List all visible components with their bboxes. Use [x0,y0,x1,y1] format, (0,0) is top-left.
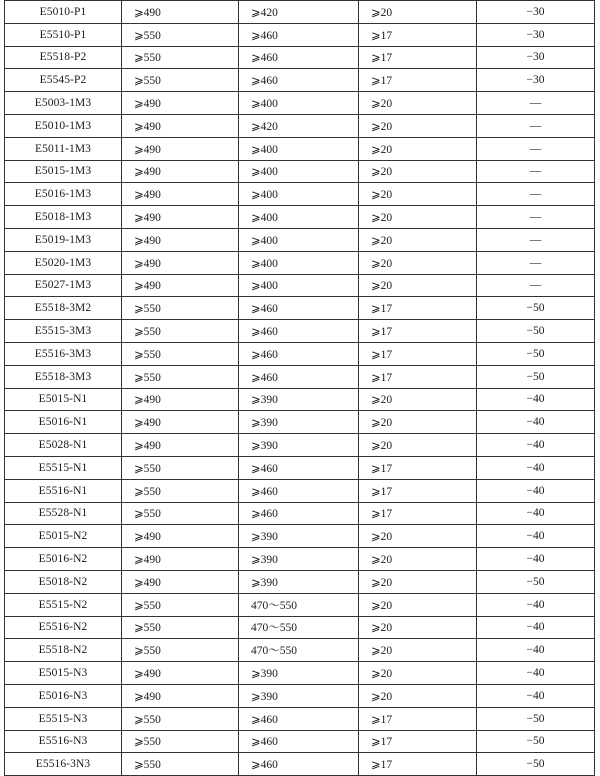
cell-elongation: ⩾20 [359,183,477,206]
cell-yield-strength: 470～550 [239,639,359,662]
cell-elongation: ⩾17 [359,730,477,753]
cell-elongation: ⩾20 [359,388,477,411]
cell-grade: E5019-1M3 [5,228,122,251]
cell-yield-strength: ⩾460 [239,320,359,343]
cell-impact-temperature: −40 [477,593,595,616]
cell-grade: E5027-1M3 [5,274,122,297]
cell-yield-strength: ⩾400 [239,183,359,206]
cell-impact-temperature: — [477,137,595,160]
table-row [5,228,595,251]
cell-tensile-strength: ⩾550 [122,23,239,46]
cell-tensile-strength: ⩾550 [122,593,239,616]
cell-tensile-strength: ⩾550 [122,69,239,92]
table-row [5,434,595,457]
cell-grade: E5010-1M3 [5,114,122,137]
table-row [5,183,595,206]
table-row [5,297,595,320]
table-row [5,479,595,502]
cell-yield-strength: ⩾390 [239,434,359,457]
cell-grade: E5515-N1 [5,456,122,479]
cell-impact-temperature: −50 [477,570,595,593]
cell-grade: E5515-3M3 [5,320,122,343]
cell-tensile-strength: ⩾490 [122,274,239,297]
cell-impact-temperature: −40 [477,456,595,479]
cell-grade: E5018-1M3 [5,206,122,229]
cell-grade: E5515-N3 [5,707,122,730]
cell-impact-temperature: — [477,274,595,297]
cell-impact-temperature: −30 [477,23,595,46]
cell-impact-temperature: −30 [477,1,595,24]
cell-tensile-strength: ⩾490 [122,684,239,707]
table-row [5,639,595,662]
cell-tensile-strength: ⩾490 [122,411,239,434]
cell-grade: E5016-1M3 [5,183,122,206]
table-row [5,342,595,365]
cell-grade: E5516-N1 [5,479,122,502]
cell-grade: E5528-N1 [5,502,122,525]
table-row [5,456,595,479]
cell-impact-temperature: −40 [477,525,595,548]
cell-grade: E5516-N3 [5,730,122,753]
cell-yield-strength: 470～550 [239,616,359,639]
cell-impact-temperature: −40 [477,388,595,411]
table-row [5,206,595,229]
table-row [5,160,595,183]
cell-elongation: ⩾17 [359,502,477,525]
table-row [5,662,595,685]
cell-grade: E5515-N2 [5,593,122,616]
cell-impact-temperature: −40 [477,616,595,639]
cell-impact-temperature: −50 [477,320,595,343]
cell-impact-temperature: −40 [477,548,595,571]
cell-yield-strength: ⩾390 [239,411,359,434]
cell-yield-strength: ⩾400 [239,251,359,274]
cell-yield-strength: 470～550 [239,593,359,616]
cell-tensile-strength: ⩾490 [122,570,239,593]
cell-elongation: ⩾20 [359,114,477,137]
cell-yield-strength: ⩾400 [239,228,359,251]
cell-tensile-strength: ⩾550 [122,616,239,639]
cell-elongation: ⩾20 [359,548,477,571]
cell-impact-temperature: −50 [477,707,595,730]
cell-yield-strength: ⩾460 [239,456,359,479]
table-row [5,69,595,92]
cell-impact-temperature: — [477,114,595,137]
table-row [5,525,595,548]
cell-tensile-strength: ⩾490 [122,434,239,457]
cell-elongation: ⩾20 [359,593,477,616]
cell-grade: E5518-3M2 [5,297,122,320]
cell-impact-temperature: −30 [477,69,595,92]
cell-yield-strength: ⩾400 [239,137,359,160]
cell-elongation: ⩾17 [359,69,477,92]
cell-elongation: ⩾20 [359,274,477,297]
cell-yield-strength: ⩾460 [239,479,359,502]
table-row [5,707,595,730]
table-row [5,92,595,115]
table-row [5,365,595,388]
cell-yield-strength: ⩾400 [239,274,359,297]
table-row [5,388,595,411]
cell-impact-temperature: — [477,251,595,274]
cell-tensile-strength: ⩾490 [122,183,239,206]
cell-elongation: ⩾20 [359,92,477,115]
cell-elongation: ⩾20 [359,525,477,548]
cell-elongation: ⩾17 [359,46,477,69]
cell-impact-temperature: −40 [477,662,595,685]
cell-tensile-strength: ⩾490 [122,1,239,24]
cell-tensile-strength: ⩾490 [122,548,239,571]
cell-tensile-strength: ⩾550 [122,730,239,753]
cell-tensile-strength: ⩾490 [122,206,239,229]
table-row [5,251,595,274]
cell-elongation: ⩾20 [359,434,477,457]
cell-grade: E5020-1M3 [5,251,122,274]
cell-grade: E5015-N2 [5,525,122,548]
cell-yield-strength: ⩾390 [239,570,359,593]
table-body [5,1,595,776]
cell-grade: E5003-1M3 [5,92,122,115]
table-row [5,274,595,297]
cell-grade: E5028-N1 [5,434,122,457]
cell-yield-strength: ⩾390 [239,662,359,685]
cell-tensile-strength: ⩾490 [122,525,239,548]
cell-impact-temperature: — [477,183,595,206]
cell-impact-temperature: −50 [477,730,595,753]
cell-impact-temperature: — [477,92,595,115]
cell-elongation: ⩾20 [359,251,477,274]
table-row [5,684,595,707]
cell-elongation: ⩾20 [359,684,477,707]
cell-tensile-strength: ⩾550 [122,753,239,776]
cell-yield-strength: ⩾460 [239,753,359,776]
table-row [5,114,595,137]
cell-elongation: ⩾17 [359,365,477,388]
cell-tensile-strength: ⩾490 [122,251,239,274]
cell-tensile-strength: ⩾550 [122,502,239,525]
table-row [5,593,595,616]
cell-elongation: ⩾17 [359,320,477,343]
cell-elongation: ⩾20 [359,137,477,160]
cell-grade: E5015-1M3 [5,160,122,183]
cell-grade: E5516-N2 [5,616,122,639]
table-row [5,137,595,160]
cell-impact-temperature: −40 [477,479,595,502]
table-row [5,502,595,525]
cell-elongation: ⩾20 [359,616,477,639]
cell-tensile-strength: ⩾490 [122,137,239,160]
cell-grade: E5015-N1 [5,388,122,411]
cell-grade: E5015-N3 [5,662,122,685]
cell-yield-strength: ⩾460 [239,46,359,69]
cell-yield-strength: ⩾390 [239,388,359,411]
cell-grade: E5016-N2 [5,548,122,571]
cell-elongation: ⩾20 [359,228,477,251]
cell-yield-strength: ⩾460 [239,23,359,46]
cell-tensile-strength: ⩾550 [122,46,239,69]
cell-yield-strength: ⩾400 [239,160,359,183]
cell-elongation: ⩾17 [359,23,477,46]
cell-yield-strength: ⩾420 [239,1,359,24]
cell-tensile-strength: ⩾550 [122,456,239,479]
cell-yield-strength: ⩾400 [239,206,359,229]
cell-tensile-strength: ⩾490 [122,160,239,183]
cell-tensile-strength: ⩾490 [122,114,239,137]
table-row [5,411,595,434]
cell-impact-temperature: −50 [477,365,595,388]
cell-grade: E5518-3M3 [5,365,122,388]
table-row [5,570,595,593]
cell-impact-temperature: — [477,160,595,183]
cell-grade: E5518-P2 [5,46,122,69]
cell-elongation: ⩾20 [359,160,477,183]
cell-elongation: ⩾20 [359,570,477,593]
cell-impact-temperature: −40 [477,684,595,707]
cell-elongation: ⩾17 [359,707,477,730]
electrode-properties-table-wrapper [4,0,594,776]
cell-tensile-strength: ⩾490 [122,228,239,251]
cell-grade: E5018-N2 [5,570,122,593]
cell-impact-temperature: — [477,206,595,229]
cell-yield-strength: ⩾400 [239,92,359,115]
cell-elongation: ⩾17 [359,479,477,502]
cell-elongation: ⩾20 [359,411,477,434]
cell-grade: E5016-N3 [5,684,122,707]
cell-impact-temperature: −50 [477,753,595,776]
cell-yield-strength: ⩾460 [239,365,359,388]
cell-elongation: ⩾20 [359,639,477,662]
table-row [5,730,595,753]
cell-elongation: ⩾17 [359,456,477,479]
cell-yield-strength: ⩾390 [239,548,359,571]
cell-impact-temperature: −30 [477,46,595,69]
cell-impact-temperature: −40 [477,639,595,662]
cell-tensile-strength: ⩾490 [122,662,239,685]
cell-impact-temperature: −40 [477,434,595,457]
cell-tensile-strength: ⩾550 [122,365,239,388]
cell-elongation: ⩾20 [359,1,477,24]
cell-impact-temperature: −50 [477,297,595,320]
table-row [5,753,595,776]
cell-yield-strength: ⩾460 [239,730,359,753]
table-row [5,23,595,46]
cell-impact-temperature: −40 [477,411,595,434]
cell-grade: E5516-3N3 [5,753,122,776]
cell-grade: E5016-N1 [5,411,122,434]
cell-tensile-strength: ⩾490 [122,388,239,411]
cell-tensile-strength: ⩾550 [122,320,239,343]
table-row [5,320,595,343]
cell-tensile-strength: ⩾550 [122,479,239,502]
cell-yield-strength: ⩾420 [239,114,359,137]
table-row [5,46,595,69]
cell-yield-strength: ⩾460 [239,342,359,365]
cell-yield-strength: ⩾460 [239,707,359,730]
cell-impact-temperature: — [477,228,595,251]
cell-tensile-strength: ⩾550 [122,707,239,730]
cell-tensile-strength: ⩾490 [122,92,239,115]
cell-tensile-strength: ⩾550 [122,639,239,662]
cell-grade: E5518-N2 [5,639,122,662]
table-row [5,616,595,639]
cell-yield-strength: ⩾460 [239,69,359,92]
cell-elongation: ⩾20 [359,662,477,685]
cell-impact-temperature: −40 [477,502,595,525]
table-row [5,1,595,24]
cell-tensile-strength: ⩾550 [122,342,239,365]
cell-elongation: ⩾20 [359,206,477,229]
cell-yield-strength: ⩾390 [239,525,359,548]
cell-yield-strength: ⩾460 [239,502,359,525]
cell-grade: E5516-3M3 [5,342,122,365]
table-row [5,548,595,571]
cell-elongation: ⩾17 [359,297,477,320]
cell-elongation: ⩾17 [359,342,477,365]
cell-yield-strength: ⩾460 [239,297,359,320]
cell-yield-strength: ⩾390 [239,684,359,707]
cell-grade: E5545-P2 [5,69,122,92]
electrode-properties-table [4,0,595,776]
cell-elongation: ⩾17 [359,753,477,776]
cell-grade: E5510-P1 [5,23,122,46]
cell-impact-temperature: −50 [477,342,595,365]
cell-grade: E5010-P1 [5,1,122,24]
cell-grade: E5011-1M3 [5,137,122,160]
cell-tensile-strength: ⩾550 [122,297,239,320]
